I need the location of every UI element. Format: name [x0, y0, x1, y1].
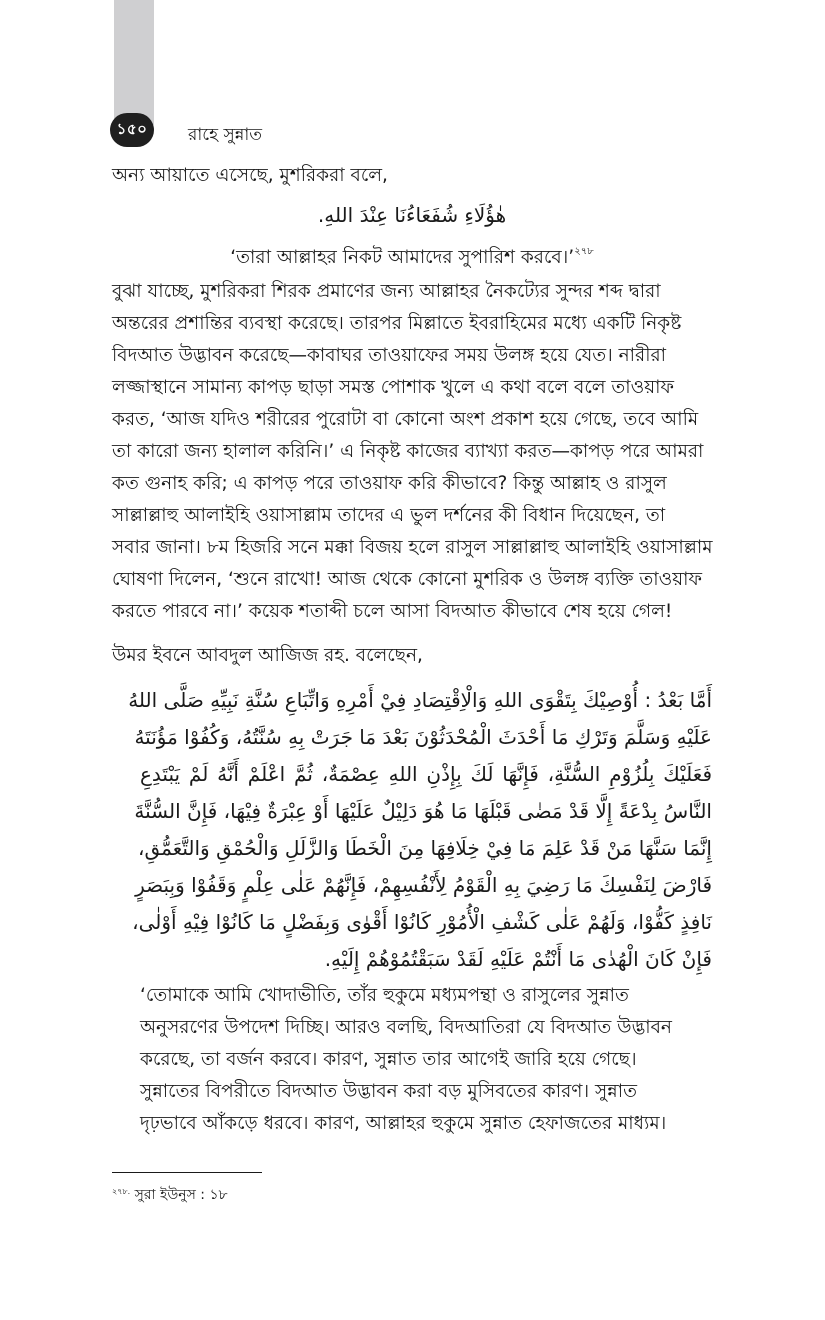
footnote-ref: ২৭৮: [574, 246, 594, 257]
footnote-text: সুরা ইউনুস : ১৮: [134, 1187, 228, 1203]
translation-text: ‘তারা আল্লাহর নিকট আমাদের সুপারিশ করবে।’: [230, 247, 575, 268]
translation-line: দৃঢ়ভাবে আঁকড়ে ধরবে। কারণ, আল্লাহর হুকুমে সুন্নাত হেফাজতের মাধ্যম।: [140, 1113, 667, 1134]
arabic-quote-line: أَمَّا بَعْدُ : أُوْصِيْكَ بِتَقْوَى اللهِ وَالْاِقْتِصَادِ فِيْ أَمْرِهِ وَاتِّبَاعِ سُنَّةِ نَبِيِّهِ صَلَّى اللهُ: [128, 688, 712, 712]
arabic-quote-line: فَعَلَيْكَ بِلُزُوْمِ السُّنَّةِ، فَإِنَّهَا لَكَ بِإِذْنِ اللهِ عِصْمَةٌ، ثُمَّ اعْلَمْ أَنَّهُ لَمْ يَبْتَدِعِ: [140, 762, 712, 786]
para1-line: তা কারো জন্য হালাল করিনি।’ এ নিকৃষ্ট কাজের ব্যাখ্যা করত—কাপড় পরে আমরা: [112, 441, 704, 462]
para1-line: সাল্লাল্লাহু আলাইহি ওয়াসাল্লাম তাদের এ ভুল দর্শনের কী বিধান দিয়েছেন, তা: [112, 505, 666, 526]
footnote-marker: ২৭৮.: [112, 1187, 131, 1196]
para1-line: ঘোষণা দিলেন, ‘শুনে রাখো! আজ থেকে কোনো মুশরিক ও উলঙ্গ ব্যক্তি তাওয়াফ: [112, 569, 703, 590]
running-title: রাহে সুন্নাত: [188, 125, 263, 145]
para1-line: বুঝা যাচ্ছে, মুশরিকরা শিরক প্রমাণের জন্য আল্লাহর নৈকট্যের সুন্দর শব্দ দ্বারা: [112, 281, 661, 302]
footnote: [112, 1183, 228, 1207]
para1-line: লজ্জাস্থানে সামান্য কাপড় ছাড়া সমস্ত পোশাক খুলে এ কথা বলে বলে তাওয়াফ: [112, 377, 675, 398]
footnote-divider: [112, 1172, 262, 1173]
arabic-quote-line: إِنَّمَا سَنَّهَا مَنْ قَدْ عَلِمَ مَا فِيْ خِلَافِهَا مِنَ الْخَطَا وَالزَّلَلِ وَالْحُمْقِ وَالتَّعَمُّقِ،: [138, 836, 712, 860]
intro-line: অন্য আয়াতে এসেছে, মুশরিকরা বলে,: [112, 165, 388, 186]
quran-verse-arabic: هٰؤُلَاءِ شُفَعَاءُنَا عِنْدَ اللهِ.: [317, 203, 507, 227]
translation-line: সুন্নাতের বিপরীতে বিদআত উদ্ভাবন করা বড় মুসিবতের কারণ। সুন্নাত: [140, 1081, 637, 1102]
arabic-quote-line: فَارْضَ لِنَفْسِكَ مَا رَضِيَ بِهِ الْقَوْمُ لِأَنْفُسِهِمْ، فَإِنَّهُمْ عَلٰى عِلْمٍ وَقَفُوْا وَبِبَصَرٍ: [135, 873, 712, 897]
translation-line: করেছে, তা বর্জন করবে। কারণ, সুন্নাত তার আগেই জারি হয়ে গেছে।: [140, 1049, 637, 1070]
header-tab-bar: [114, 0, 154, 125]
para1-line: অন্তরের প্রশান্তির ব্যবস্থা করেছে। তারপর মিল্লাতে ইবরাহিমের মধ্যে একটি নিকৃষ্ট: [112, 313, 682, 334]
arabic-quote-line: عَلَيْهِ وَسَلَّمَ وَتَرْكِ مَا أَحْدَثَ الْمُحْدَثُوْنَ بَعْدَ مَا جَرَتْ بِهِ سُنَّتُهُ، وَكُفُوْا مَؤُنَتَهُ: [134, 725, 712, 749]
para1-line: কত গুনাহ করি; এ কাপড় পরে তাওয়াফ করি কীভাবে? কিন্তু আল্লাহ ও রাসুল: [112, 473, 667, 494]
para1-line: বিদআত উদ্ভাবন করেছে—কাবাঘর তাওয়াফের সময় উলঙ্গ হয়ে যেত। নারীরা: [112, 345, 667, 366]
page-number-badge: ১৫০: [110, 113, 154, 147]
arabic-quote-line: فَإِنْ كَانَ الْهُدٰى مَا أَنْتُمْ عَلَيْهِ لَقَدْ سَبَقْتُمُوْهُمْ إِلَيْهِ.: [324, 947, 712, 971]
quran-verse-translation: [112, 238, 712, 272]
para1-line: করতে পারবে না।’ কয়েক শতাব্দী চলে আসা বিদআত কীভাবে শেষ হয়ে গেল!: [112, 601, 673, 622]
translation-line: অনুসরণের উপদেশ দিচ্ছি। আরও বলছি, বিদআতিরা যে বিদআত উদ্ভাবন: [140, 1017, 672, 1038]
para1-line: সবার জানা। ৮ম হিজরি সনে মক্কা বিজয় হলে রাসুল সাল্লাল্লাহু আলাইহি ওয়াসাল্লাম: [112, 537, 713, 558]
para1-line: করত, ‘আজ যদিও শরীরের পুরোটা বা কোনো অংশ প্রকাশ হয়ে গেছে, তবে আমি: [112, 409, 699, 430]
arabic-quote-line: نَافِذٍ كَفُّوْا، وَلَهُمْ عَلٰى كَشْفِ الْأُمُوْرِ كَانُوْا أَقْوٰى وَبِفَضْلٍ مَا كَانُوْا فِيْهِ أَوْلٰى،: [132, 910, 712, 934]
arabic-quote-line: النَّاسُ بِدْعَةً إِلَّا قَدْ مَضٰى قَبْلَهَا مَا هُوَ دَلِيْلٌ عَلَيْهَا أَوْ عِبْرَةٌ فِيْهَا، فَإِنَّ السُّنَّةَ: [134, 799, 712, 823]
translation-line: ‘তোমাকে আমি খোদাভীতি, তাঁর হুকুমে মধ্যমপন্থা ও রাসুলের সুন্নাত: [140, 985, 629, 1006]
umar-intro-line: উমর ইবনে আবদুল আজিজ রহ. বলেছেন,: [112, 645, 423, 666]
